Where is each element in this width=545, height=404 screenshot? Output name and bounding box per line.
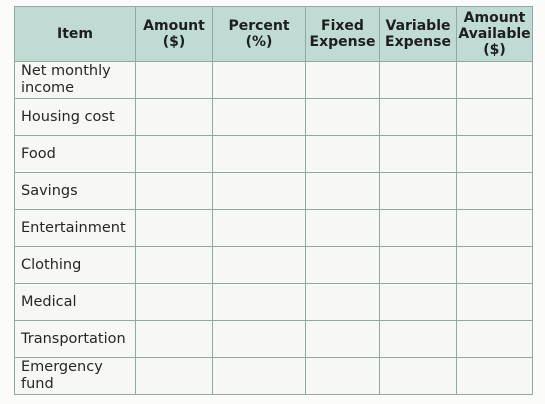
- row-available-cell[interactable]: [457, 358, 533, 395]
- table-row: [15, 173, 533, 210]
- header-fixed-expense: Fixed Expense: [306, 7, 380, 62]
- table-row: [15, 136, 533, 173]
- table-row: [15, 210, 533, 247]
- row-fixed-cell[interactable]: [306, 284, 380, 321]
- row-item-cell: [15, 210, 136, 247]
- row-item-cell: [15, 321, 136, 358]
- row-item-label: Housing cost: [21, 108, 115, 125]
- row-item-cell: [15, 247, 136, 284]
- row-percent-cell[interactable]: [213, 247, 306, 284]
- row-item-cell: [15, 99, 136, 136]
- row-variable-cell[interactable]: [380, 358, 457, 395]
- table-row: [15, 99, 533, 136]
- row-available-cell[interactable]: [457, 173, 533, 210]
- row-percent-cell[interactable]: [213, 358, 306, 395]
- row-percent-cell[interactable]: [213, 62, 306, 99]
- table-row: [15, 284, 533, 321]
- row-amount-cell[interactable]: [136, 210, 213, 247]
- row-amount-cell[interactable]: [136, 62, 213, 99]
- row-fixed-cell[interactable]: [306, 321, 380, 358]
- row-amount-cell[interactable]: [136, 173, 213, 210]
- row-available-cell[interactable]: [457, 62, 533, 99]
- row-fixed-cell[interactable]: [306, 62, 380, 99]
- row-percent-cell[interactable]: [213, 99, 306, 136]
- header-amount-available: Amount Available ($): [457, 7, 533, 62]
- row-amount-cell[interactable]: [136, 358, 213, 395]
- row-item-label: Entertainment: [21, 219, 126, 236]
- row-available-cell[interactable]: [457, 210, 533, 247]
- row-amount-cell[interactable]: [136, 321, 213, 358]
- row-item-label: Net monthly income: [21, 63, 111, 96]
- row-variable-cell[interactable]: [380, 284, 457, 321]
- row-variable-cell[interactable]: [380, 173, 457, 210]
- row-percent-cell[interactable]: [213, 173, 306, 210]
- table-row: [15, 62, 533, 99]
- row-item-label: Food: [21, 145, 56, 162]
- row-item-cell: [15, 284, 136, 321]
- row-item-label: Emergency fund: [21, 359, 103, 392]
- row-amount-cell[interactable]: [136, 99, 213, 136]
- row-item-label: Transportation: [21, 330, 126, 347]
- row-item-label: Medical: [21, 293, 77, 310]
- row-variable-cell[interactable]: [380, 136, 457, 173]
- row-available-cell[interactable]: [457, 284, 533, 321]
- row-variable-cell[interactable]: [380, 247, 457, 284]
- budget-table: [14, 6, 533, 395]
- table-row: [15, 321, 533, 358]
- row-fixed-cell[interactable]: [306, 136, 380, 173]
- row-percent-cell[interactable]: [213, 321, 306, 358]
- row-variable-cell[interactable]: [380, 99, 457, 136]
- row-item-label: Clothing: [21, 256, 82, 273]
- row-amount-cell[interactable]: [136, 136, 213, 173]
- row-available-cell[interactable]: [457, 99, 533, 136]
- row-fixed-cell[interactable]: [306, 99, 380, 136]
- row-fixed-cell[interactable]: [306, 358, 380, 395]
- row-fixed-cell[interactable]: [306, 210, 380, 247]
- row-percent-cell[interactable]: [213, 284, 306, 321]
- row-available-cell[interactable]: [457, 321, 533, 358]
- table-row: [15, 247, 533, 284]
- row-fixed-cell[interactable]: [306, 247, 380, 284]
- row-amount-cell[interactable]: [136, 247, 213, 284]
- header-row: [15, 7, 533, 62]
- header-amount: Amount ($): [136, 7, 213, 62]
- row-amount-cell[interactable]: [136, 284, 213, 321]
- row-item-cell: [15, 173, 136, 210]
- table-body: [15, 62, 533, 395]
- row-variable-cell[interactable]: [380, 62, 457, 99]
- row-variable-cell[interactable]: [380, 210, 457, 247]
- row-fixed-cell[interactable]: [306, 173, 380, 210]
- header-item: Item: [15, 7, 136, 62]
- table-row: [15, 358, 533, 395]
- table-header: [15, 7, 533, 62]
- header-variable-expense: Variable Expense: [380, 7, 457, 62]
- row-item-cell: [15, 136, 136, 173]
- row-percent-cell[interactable]: [213, 136, 306, 173]
- row-item-cell: [15, 62, 136, 99]
- row-percent-cell[interactable]: [213, 210, 306, 247]
- row-item-cell: [15, 358, 136, 395]
- row-available-cell[interactable]: [457, 247, 533, 284]
- row-item-label: Savings: [21, 182, 78, 199]
- header-percent: Percent (%): [213, 7, 306, 62]
- row-available-cell[interactable]: [457, 136, 533, 173]
- row-variable-cell[interactable]: [380, 321, 457, 358]
